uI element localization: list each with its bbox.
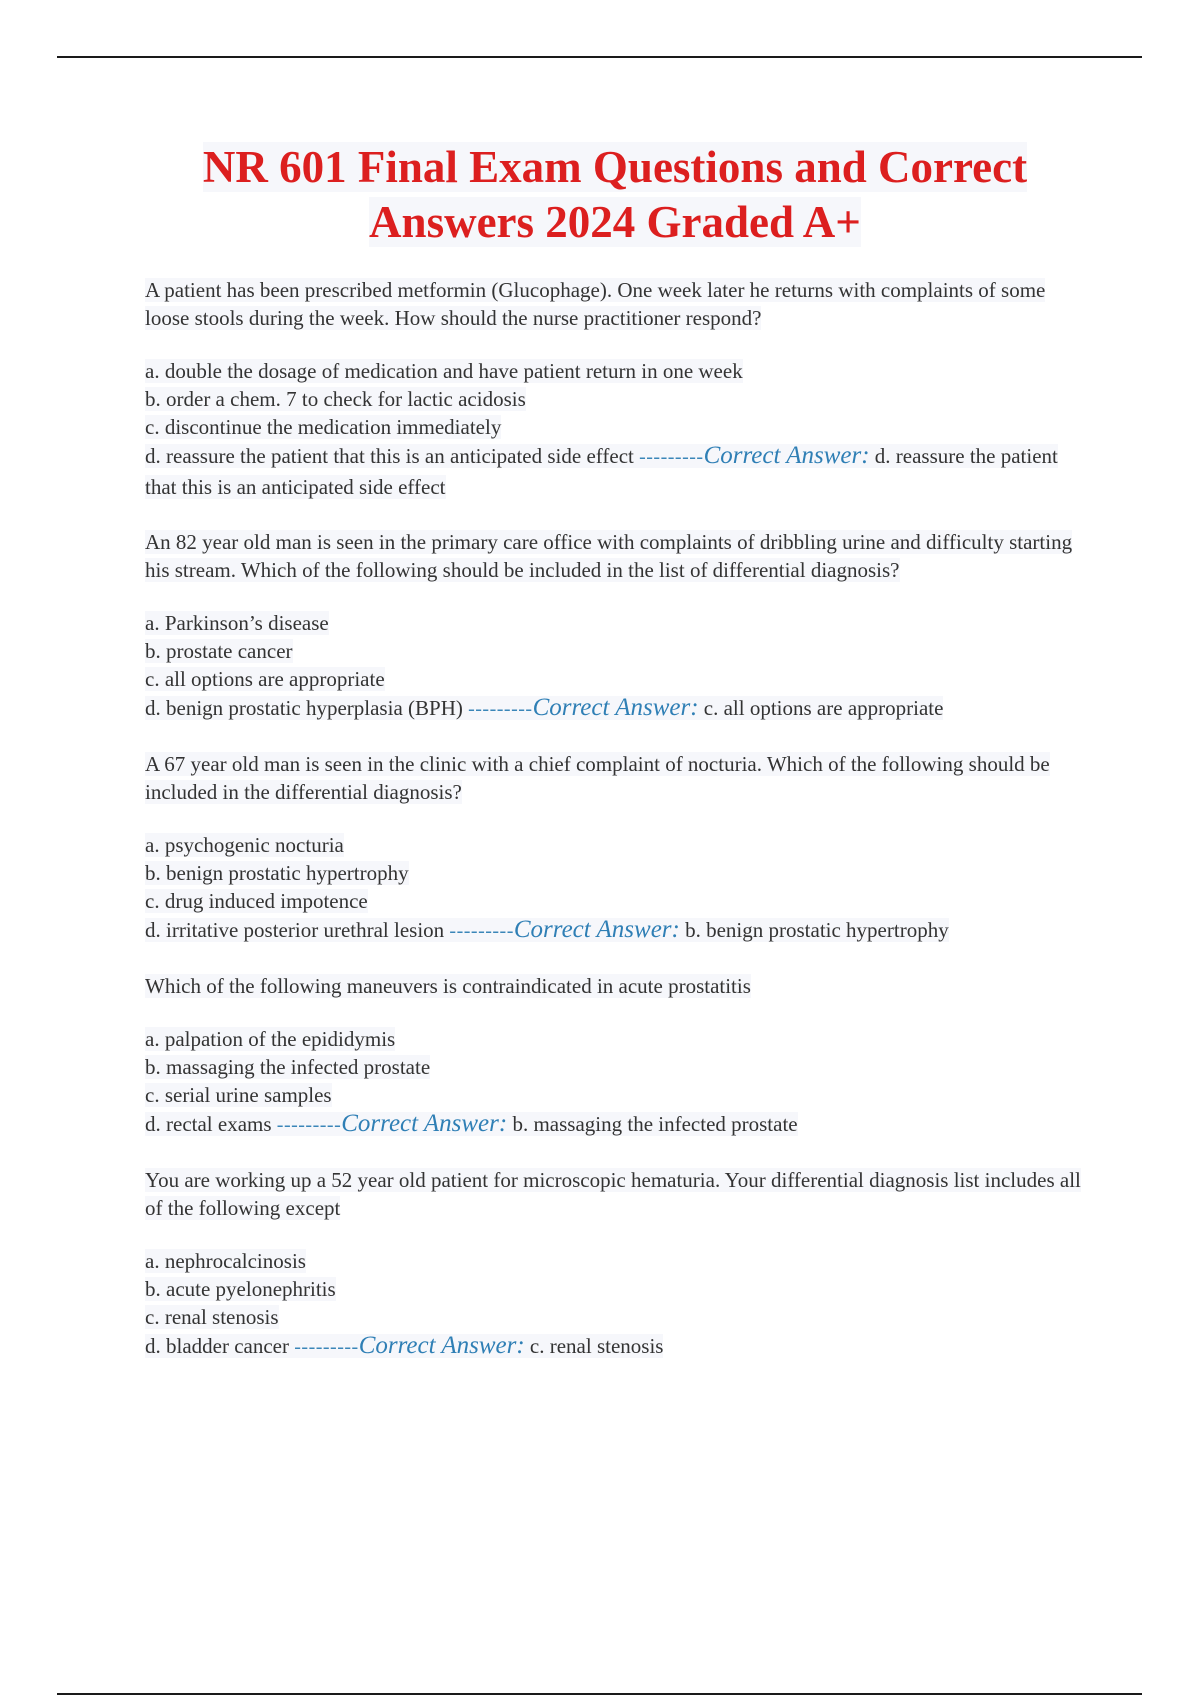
correct-answer: b. massaging the infected prostate: [512, 1112, 798, 1136]
correct-answer: b. benign prostatic hypertrophy: [685, 918, 949, 942]
correct-answer-label: Correct Answer:: [532, 694, 699, 721]
option-b: b. massaging the infected prostate: [145, 1055, 431, 1079]
option-d-with-answer: [145, 915, 1085, 946]
option-d-with-answer: [145, 693, 1085, 724]
bottom-rule: [57, 1693, 1142, 1695]
correct-answer: c. renal stenosis: [529, 1334, 664, 1358]
option-a: a. nephrocalcinosis: [145, 1249, 306, 1273]
option-d: d. irritative posterior urethral lesion: [145, 918, 445, 942]
option-c: c. all options are appropriate: [145, 667, 385, 691]
correct-answer: d. reassure the patient that this is an anticipated side effect: [145, 444, 1058, 499]
question-text: A 67 year old man is seen in the clinic with a chief complaint of nocturia. Which of the following should be included in the differential diagnosis?: [145, 752, 1050, 804]
option-d: d. rectal exams: [145, 1112, 272, 1136]
option-d-with-answer: [145, 1331, 1085, 1362]
question-text: You are working up a 52 year old patient for microscopic hematuria. Your differential diagnosis list includes all of the following except: [145, 1168, 1081, 1220]
question-text: Which of the following maneuvers is contraindicated in acute prostatitis: [145, 974, 751, 998]
option-a: a. Parkinson’s disease: [145, 611, 329, 635]
correct-answer: c. all options are appropriate: [703, 696, 944, 720]
answer-separator: ---------: [639, 446, 704, 468]
option-c: c. drug induced impotence: [145, 889, 368, 913]
option-b: b. order a chem. 7 to check for lactic acidosis: [145, 387, 526, 411]
question-text: An 82 year old man is seen in the primary care office with complaints of dribbling urine and difficulty starting his stream. Which of the following should be included in the list of differential diagnosis?: [145, 530, 1073, 582]
correct-answer-label: Correct Answer:: [703, 442, 870, 469]
document-body: [145, 140, 1085, 1388]
option-d: d. benign prostatic hyperplasia (BPH): [145, 696, 463, 720]
document-title: NR 601 Final Exam Questions and Correct Answers 2024 Graded A+: [202, 142, 1028, 247]
option-a: a. psychogenic nocturia: [145, 833, 344, 857]
answer-separator: ---------: [276, 1114, 342, 1136]
option-d-with-answer: [145, 1109, 1085, 1140]
answer-separator: ---------: [449, 920, 514, 942]
option-d: d. reassure the patient that this is an anticipated side effect: [145, 444, 634, 468]
option-c: c. serial urine samples: [145, 1083, 332, 1107]
option-b: b. benign prostatic hypertrophy: [145, 861, 409, 885]
question-2: [145, 528, 1085, 724]
option-a: a. double the dosage of medication and have patient return in one week: [145, 359, 743, 383]
top-rule: [57, 56, 1142, 58]
correct-answer-label: Correct Answer:: [513, 916, 680, 943]
answer-separator: ---------: [468, 698, 533, 720]
question-5: [145, 1166, 1085, 1362]
option-d-with-answer: [145, 441, 1085, 502]
option-c: c. discontinue the medication immediately: [145, 415, 502, 439]
question-4: [145, 972, 1085, 1140]
answer-separator: ---------: [294, 1336, 359, 1358]
option-b: b. prostate cancer: [145, 639, 293, 663]
correct-answer-label: Correct Answer:: [358, 1332, 525, 1359]
option-b: b. acute pyelonephritis: [145, 1277, 336, 1301]
question-3: [145, 750, 1085, 946]
question-text: A patient has been prescribed metformin (Glucophage). One week later he returns with complaints of some loose stools during the week. How should the nurse practitioner respond?: [145, 278, 1046, 330]
correct-answer-label: Correct Answer:: [341, 1110, 508, 1137]
option-d: d. bladder cancer: [145, 1334, 289, 1358]
option-a: a. palpation of the epididymis: [145, 1027, 396, 1051]
question-1: [145, 276, 1085, 502]
option-c: c. renal stenosis: [145, 1305, 279, 1329]
